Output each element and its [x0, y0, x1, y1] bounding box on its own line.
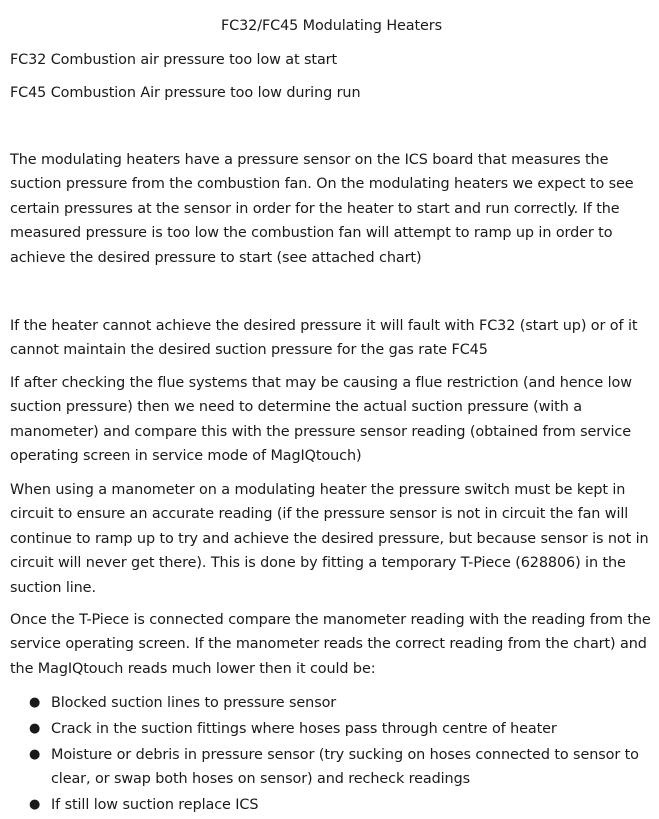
list-item-text: Crack in the suction fittings where hoses pass through centre of heater	[51, 721, 557, 737]
possible-causes-list	[10, 691, 653, 819]
fault-code-fc32: FC32 Combustion air pressure too low at start	[10, 52, 338, 68]
list-item-text: If still low suction replace ICS	[51, 797, 259, 814]
paragraph-manometer-usage: When using a manometer on a modulating heater the pressure switch must be kept in circuit to ensure an accurate reading (if the pressure sensor is not in circuit the fan will continue to ramp up to try and achieve the desired pressure, but because sensor is not in circuit will never get there). This is done by fitting a temporary T-Piece (628806) in the suction line.	[10, 482, 649, 596]
bullet-icon: ●	[29, 797, 41, 813]
list-item	[29, 717, 653, 741]
bullet-icon: ●	[29, 747, 41, 762]
list-item-text: Blocked suction lines to pressure sensor	[51, 695, 337, 711]
fault-code-fc45: FC45 Combustion Air pressure too low during run	[10, 85, 361, 101]
document-title: FC32/FC45 Modulating Heaters	[220, 18, 443, 34]
bullet-icon: ●	[29, 721, 41, 736]
paragraph-comparison: Once the T-Piece is connected compare the manometer reading with the reading from the service operating screen. If the manometer reads the correct reading from the chart) and the MagIQtouch reads much lower then it could be:	[10, 612, 651, 677]
list-item	[29, 793, 653, 817]
list-item	[29, 691, 653, 715]
list-item-text: Moisture or debris in pressure sensor (try sucking on hoses connected to sensor to clear, or swap both hoses on sensor) and recheck readings	[51, 747, 639, 788]
paragraph-sensor-overview: The modulating heaters have a pressure sensor on the ICS board that measures the suction pressure from the combustion fan. On the modulating heaters we expect to see certain pressures at the sensor in order for the heater to start and run correctly. If the measured pressure is too low the combustion fan will attempt to ramp up in order to achieve the desired pressure to start (see attached chart)	[10, 152, 634, 266]
list-item	[29, 743, 653, 792]
bullet-icon: ●	[29, 695, 41, 710]
paragraph-fault-conditions: If the heater cannot achieve the desired pressure it will fault with FC32 (start up) or of it cannot maintain the desired suction pressure for the gas rate FC45	[10, 318, 638, 359]
paragraph-flue-check: If after checking the flue systems that may be causing a flue restriction (and hence low suction pressure) then we need to determine the actual suction pressure (with a manometer) and compare this with the pressure sensor reading (obtained from service operating screen in service mode of MagIQtouch)	[10, 375, 632, 465]
